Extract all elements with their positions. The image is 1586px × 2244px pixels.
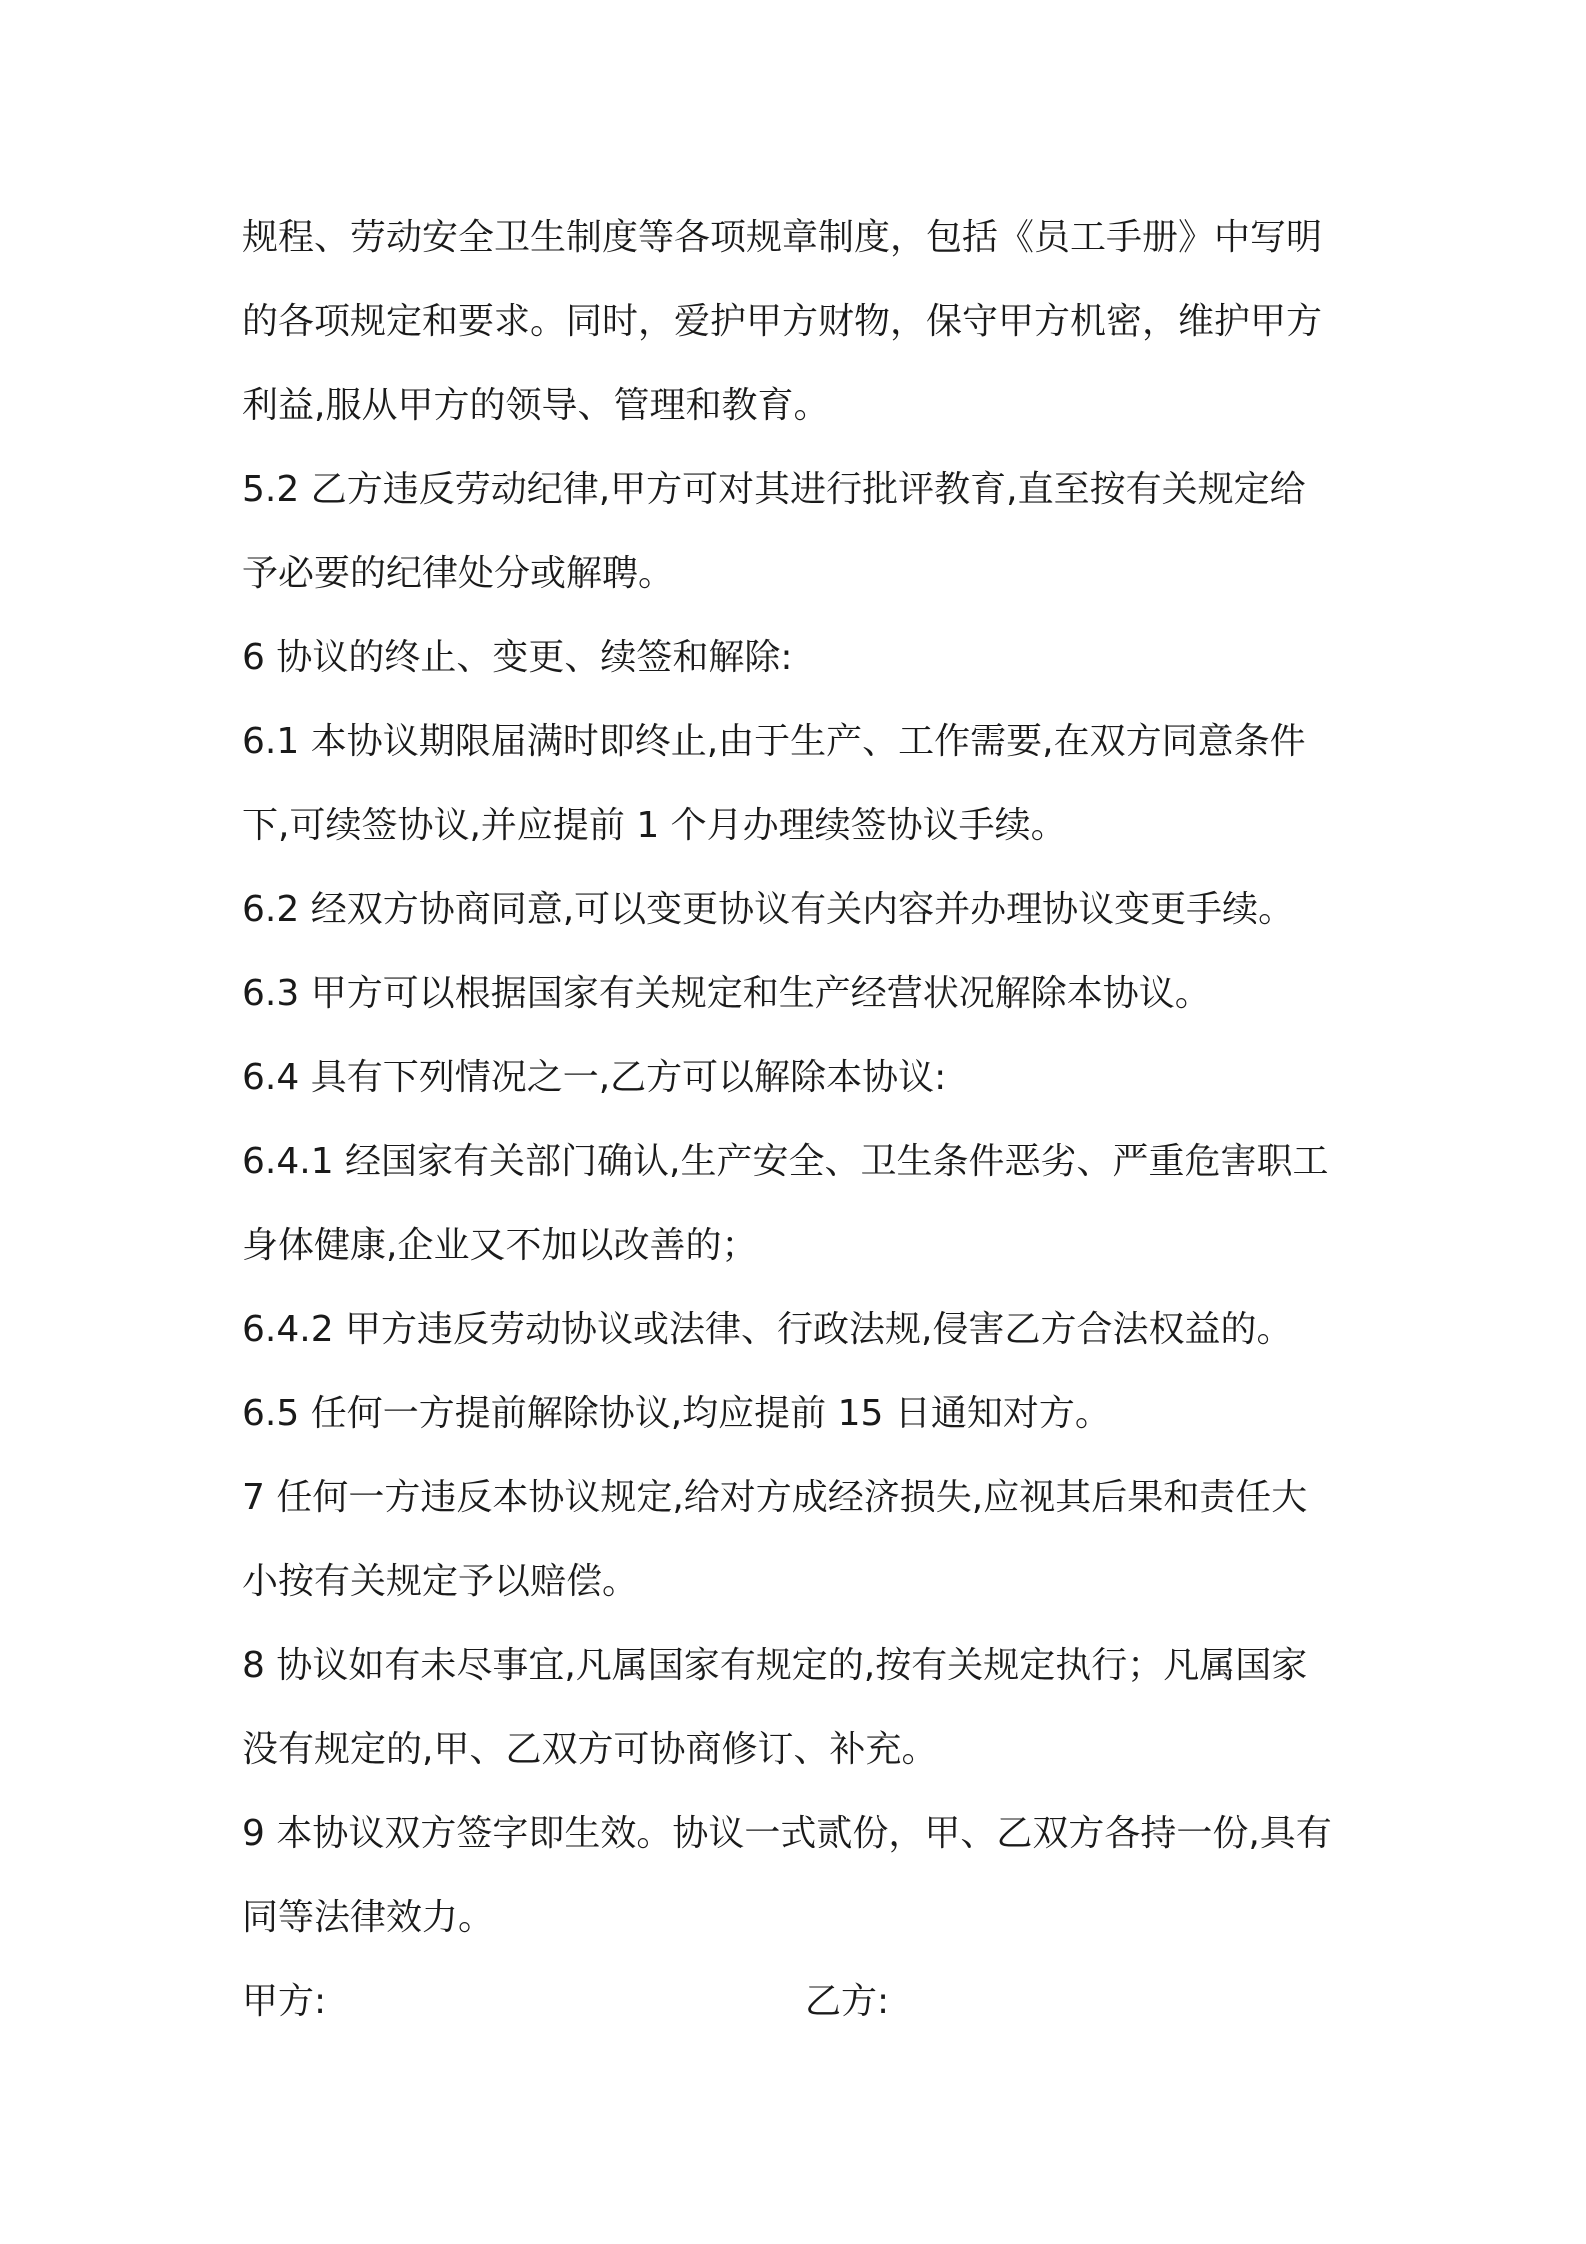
text-line: 身体健康,企业又不加以改善的； [242,1225,758,1266]
text-line: 的各项规定和要求。同时，爱护甲方财物，保守甲方机密，维护甲方 [242,301,1323,342]
signature-row [242,1960,1362,2044]
party-a-signature-label: 甲方: [242,1981,327,2022]
text-line: 小按有关规定予以赔偿。 [242,1561,639,1602]
text-line: 没有规定的,甲、乙双方可协商修订、补充。 [242,1729,938,1770]
clause-6-2: 6.2 经双方协商同意,可以变更协议有关内容并办理协议变更手续。 [242,889,1295,930]
clause-5-2: 5.2 乙方违反劳动纪律,甲方可对其进行批评教育,直至按有关规定给 [242,469,1306,510]
clause-6-4-1: 6.4.1 经国家有关部门确认,生产安全、卫生条件恶劣、严重危害职工 [242,1141,1329,1182]
clause-6-4: 6.4 具有下列情况之一,乙方可以解除本协议: [242,1057,947,1098]
clause-6-3: 6.3 甲方可以根据国家有关规定和生产经营状况解除本协议。 [242,973,1211,1014]
document-body [242,196,1362,2044]
clause-8: 8 协议如有未尽事宜,凡属国家有规定的,按有关规定执行；凡属国家 [242,1645,1308,1686]
clause-6-5: 6.5 任何一方提前解除协议,均应提前 15 日通知对方。 [242,1393,1111,1434]
text-line: 同等法律效力。 [242,1897,495,1938]
text-line: 规程、劳动安全卫生制度等各项规章制度，包括《员工手册》中写明 [242,217,1323,258]
clause-6-4-2: 6.4.2 甲方违反劳动协议或法律、行政法规,侵害乙方合法权益的。 [242,1309,1293,1350]
clause-6-1: 6.1 本协议期限届满时即终止,由于生产、工作需要,在双方同意条件 [242,721,1306,762]
party-b-signature-label: 乙方: [805,1981,890,2022]
clause-7: 7 任何一方违反本协议规定,给对方成经济损失,应视其后果和责任大 [242,1477,1308,1518]
clause-9: 9 本协议双方签字即生效。协议一式贰份，甲、乙双方各持一份,具有 [242,1813,1332,1854]
text-line: 利益,服从甲方的领导、管理和教育。 [242,385,830,426]
text-line: 予必要的纪律处分或解聘。 [242,553,675,594]
section-6-heading: 6 协议的终止、变更、续签和解除: [242,637,793,678]
text-line: 下,可续签协议,并应提前 1 个月办理续签协议手续。 [242,805,1067,846]
